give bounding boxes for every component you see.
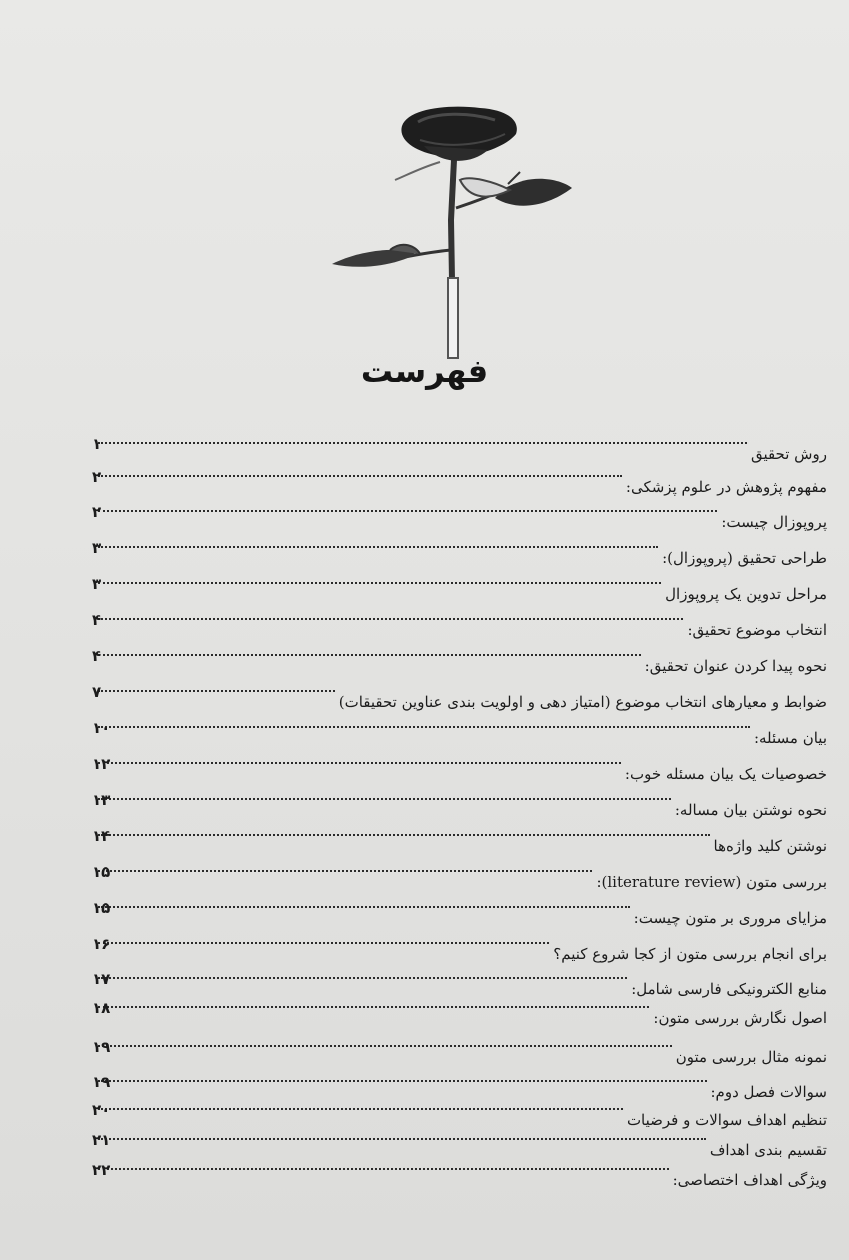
toc-entry bbox=[92, 1160, 827, 1190]
toc-entry bbox=[92, 1072, 827, 1102]
toc-entry-label: مزایای مروری بر متون چیست: bbox=[633, 909, 827, 927]
toc-page-number: ۲۰ bbox=[92, 1101, 111, 1119]
toc-page-number: ۱۳ bbox=[92, 791, 111, 809]
dot-leader bbox=[98, 1168, 669, 1170]
toc-entry bbox=[92, 682, 827, 712]
toc-entry bbox=[92, 898, 827, 928]
toc-page-number: ۱۸ bbox=[92, 999, 111, 1017]
dot-leader bbox=[98, 1080, 707, 1082]
toc-entry bbox=[92, 718, 827, 748]
dot-leader bbox=[98, 762, 621, 764]
toc-page-number: ۱۶ bbox=[92, 935, 111, 953]
toc-page-number: ۱۹ bbox=[92, 1073, 111, 1091]
toc-entry-label: منابع الکترونیکی فارسی شامل: bbox=[631, 980, 827, 998]
toc-page-number: ۲ bbox=[92, 503, 102, 521]
toc-entry bbox=[92, 1100, 827, 1130]
toc-page-number: ۱۵ bbox=[92, 899, 111, 917]
toc-page-number: ۱۴ bbox=[92, 827, 111, 845]
toc-entry-label: طراحی تحقیق (پروپوزال): bbox=[662, 549, 827, 567]
dot-leader bbox=[98, 582, 661, 584]
dot-leader bbox=[98, 546, 658, 548]
toc-entry-label: بررسی متون (literature review): bbox=[596, 873, 827, 891]
toc-page-number: ۳ bbox=[92, 539, 102, 557]
dot-leader bbox=[98, 1108, 623, 1110]
dot-leader bbox=[98, 726, 750, 728]
toc-entry bbox=[92, 969, 827, 999]
dot-leader bbox=[98, 475, 622, 477]
toc-page-number: ۷ bbox=[92, 683, 102, 701]
toc-entry bbox=[92, 538, 827, 568]
toc-entry-label: نحوه نوشتن بیان مساله: bbox=[674, 801, 827, 819]
toc-entry-label: تنظیم اهداف سوالات و فرضیات bbox=[626, 1111, 827, 1129]
toc-page-number: ۲۲ bbox=[92, 1161, 111, 1179]
page-title: فهرست bbox=[360, 352, 489, 390]
table-of-contents bbox=[92, 412, 827, 1192]
dot-leader bbox=[98, 442, 747, 444]
toc-entry-label: نوشتن کلید واژه‌ها bbox=[713, 837, 827, 855]
toc-entry bbox=[92, 610, 827, 640]
toc-entry-label: تقسیم بندی اهداف bbox=[709, 1141, 827, 1159]
toc-entry-label: پروپوزال چیست: bbox=[721, 513, 827, 531]
dot-leader bbox=[98, 870, 592, 872]
toc-entry bbox=[92, 467, 827, 497]
dot-leader bbox=[98, 1006, 649, 1008]
toc-page-number: ۱۰ bbox=[92, 719, 111, 737]
toc-entry bbox=[92, 1037, 827, 1067]
toc-entry bbox=[92, 574, 827, 604]
toc-entry bbox=[92, 934, 827, 964]
rose-illustration bbox=[320, 100, 590, 360]
toc-entry-label: مراحل تدوین یک پروپوزال bbox=[665, 585, 827, 603]
dot-leader bbox=[98, 510, 717, 512]
toc-page-number: ۱۷ bbox=[92, 970, 111, 988]
dot-leader bbox=[98, 618, 683, 620]
dot-leader bbox=[98, 1045, 672, 1047]
toc-entry-label: نحوه پیدا کردن عنوان تحقیق: bbox=[644, 657, 827, 675]
dot-leader bbox=[98, 654, 641, 656]
dot-leader bbox=[98, 977, 627, 979]
toc-page-number: ۱ bbox=[92, 435, 102, 453]
toc-page-number: ۱۵ bbox=[92, 863, 111, 881]
toc-entry bbox=[92, 790, 827, 820]
toc-entry-label: انتخاب موضوع تحقیق: bbox=[687, 621, 827, 639]
dot-leader bbox=[98, 834, 710, 836]
toc-entry bbox=[92, 862, 827, 892]
toc-page-number: ۱۹ bbox=[92, 1038, 111, 1056]
toc-entry-label: نمونه مثال بررسی متون bbox=[675, 1048, 827, 1066]
toc-entry-label: اصول نگارش بررسی متون: bbox=[653, 1009, 827, 1027]
toc-entry-label: مفهوم پژوهش در علوم پزشکی: bbox=[625, 478, 827, 496]
toc-entry bbox=[92, 826, 827, 856]
toc-page-number: ۴ bbox=[92, 611, 102, 629]
toc-entry-label: برای انجام بررسی متون از کجا شروع کنیم؟ bbox=[553, 945, 827, 963]
toc-page-number: ۲۱ bbox=[92, 1131, 111, 1149]
toc-entry bbox=[92, 502, 827, 532]
toc-page-number: ۲ bbox=[92, 468, 102, 486]
toc-page-number: ۱۲ bbox=[92, 755, 111, 773]
dot-leader bbox=[98, 1138, 706, 1140]
toc-page-number: ۴ bbox=[92, 647, 102, 665]
toc-entry-label: خصوصیات یک بیان مسئله خوب: bbox=[624, 765, 827, 783]
dot-leader bbox=[98, 690, 335, 692]
toc-entry-label: ویژگی اهداف اختصاصی: bbox=[672, 1171, 827, 1189]
toc-entry-label: ضوابط و معیارهای انتخاب موضوع (امتیاز دهی و اولویت بندی عناوین تحقیقات) bbox=[338, 693, 827, 711]
toc-entry bbox=[92, 646, 827, 676]
toc-entry bbox=[92, 754, 827, 784]
toc-entry bbox=[92, 998, 827, 1028]
dot-leader bbox=[98, 798, 671, 800]
toc-entry-label: بیان مسئله: bbox=[753, 729, 827, 747]
toc-page-number: ۳ bbox=[92, 575, 102, 593]
toc-entry bbox=[92, 434, 827, 464]
dot-leader bbox=[98, 906, 630, 908]
toc-entry-label: روش تحقیق bbox=[750, 445, 827, 463]
dot-leader bbox=[98, 942, 549, 944]
toc-entry-label: سوالات فصل دوم: bbox=[710, 1083, 827, 1101]
toc-entry bbox=[92, 1130, 827, 1160]
